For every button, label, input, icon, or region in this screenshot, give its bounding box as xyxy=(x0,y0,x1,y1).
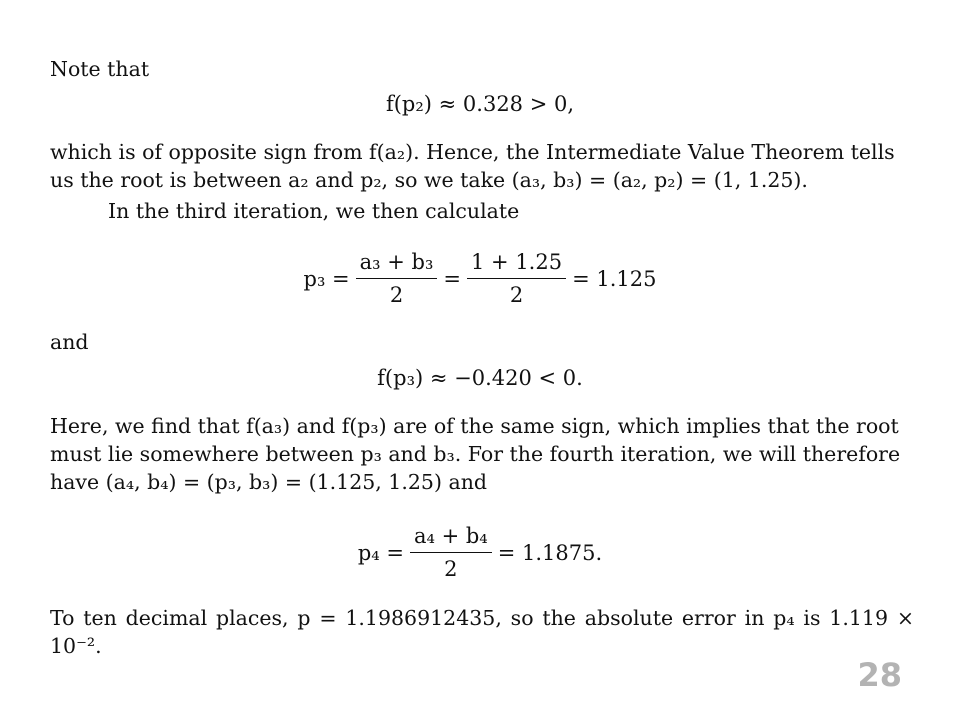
paragraph-opposite-sign-line-1: which is of opposite sign from f(a₂). Hence, the Intermediate Value Theorem tells xyxy=(50,140,895,164)
fraction-1-125 xyxy=(467,248,566,309)
equation-f-p3: f(p₃) ≈ −0.420 < 0. xyxy=(377,366,583,390)
equation-f-p2: f(p₂) ≈ 0.328 > 0, xyxy=(385,92,575,116)
equation-p4-result: = 1.1875. xyxy=(497,540,603,565)
equation-p3-equals: = xyxy=(443,266,462,291)
equation-p3-lhs: p₃ = xyxy=(303,266,350,291)
fraction-1-125-numerator: 1 + 1.25 xyxy=(467,248,566,279)
equation-p4 xyxy=(0,522,960,583)
fraction-a3-b3 xyxy=(356,248,438,309)
and-text: and xyxy=(50,330,89,354)
fraction-a4-b4-denominator: 2 xyxy=(444,557,458,581)
equation-p3-result: = 1.125 xyxy=(572,266,657,291)
equation-p3 xyxy=(0,248,960,309)
fraction-a4-b4-numerator: a₄ + b₄ xyxy=(410,522,492,553)
paragraph-same-sign-line-1: Here, we find that f(a₃) and f(p₃) are of the same sign, which implies that the root xyxy=(50,414,899,438)
paragraph-opposite-sign-line-2: us the root is between a₂ and p₂, so we take (a₃, b₃) = (a₂, p₂) = (1, 1.25). xyxy=(50,168,808,192)
fraction-1-125-denominator: 2 xyxy=(509,283,524,307)
fraction-a4-b4 xyxy=(410,522,492,583)
page-number: 28 xyxy=(857,656,902,694)
paragraph-same-sign-line-3: have (a₄, b₄) = (p₃, b₃) = (1.125, 1.25) and xyxy=(50,470,488,494)
paragraph-absolute-error: To ten decimal places, p = 1.1986912435, so the absolute error in p₄ is 1.119 × 10⁻². xyxy=(50,606,914,658)
paragraph-third-iteration: In the third iteration, we then calculate xyxy=(108,199,520,223)
paragraph-same-sign-line-2: must lie somewhere between p₃ and b₃. For the fourth iteration, we will therefore xyxy=(50,442,901,466)
fraction-a3-b3-denominator: 2 xyxy=(389,283,404,307)
equation-p4-lhs: p₄ = xyxy=(357,540,404,565)
fraction-a3-b3-numerator: a₃ + b₃ xyxy=(356,248,438,279)
note-that-text: Note that xyxy=(50,57,150,81)
